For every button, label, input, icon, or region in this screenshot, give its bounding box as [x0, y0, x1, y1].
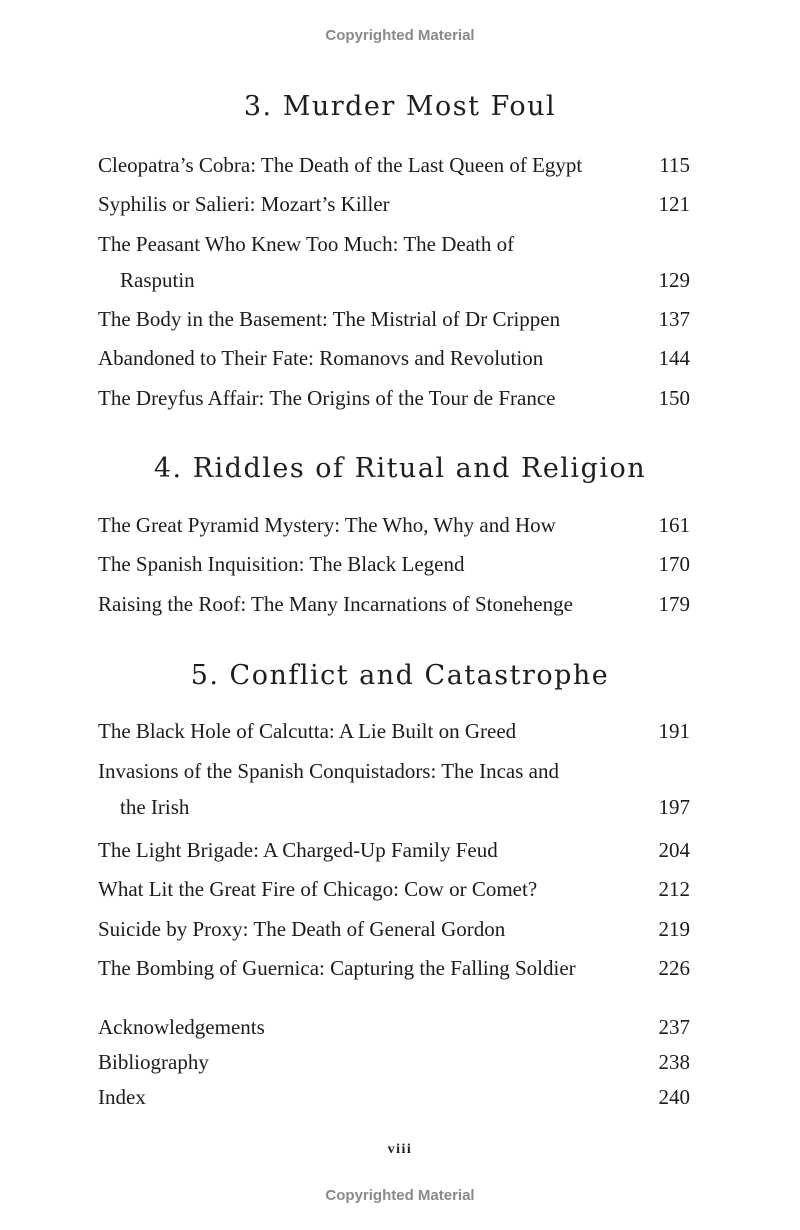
toc-entry — [98, 301, 690, 337]
toc-entry — [98, 586, 690, 622]
entry-title: The Bombing of Guernica: Capturing the Falling Soldier — [98, 956, 576, 980]
toc-entry — [98, 546, 690, 582]
page-number: 204 — [658, 838, 690, 862]
copyright-watermark-top: Copyrighted Material — [325, 27, 475, 44]
section-heading-5: 5. Conflict and Catastrophe — [190, 660, 610, 691]
page-number: 212 — [658, 877, 690, 901]
entry-title: Acknowledgements — [98, 1015, 265, 1039]
page-number: 219 — [658, 917, 690, 941]
back-matter-acknowledgements — [98, 1009, 690, 1045]
back-matter-index — [98, 1079, 690, 1115]
toc-entry — [98, 713, 690, 749]
page-number: 137 — [658, 307, 690, 331]
page-number: 191 — [658, 719, 690, 743]
page-number: 240 — [658, 1085, 690, 1109]
entry-title: Abandoned to Their Fate: Romanovs and Revolution — [98, 346, 544, 370]
toc-entry — [98, 911, 690, 947]
toc-entry — [98, 871, 690, 907]
entry-title: The Dreyfus Affair: The Origins of the Tour de France — [98, 386, 556, 410]
page-number: 161 — [658, 513, 690, 537]
entry-title: The Spanish Inquisition: The Black Legend — [98, 552, 465, 576]
toc-entry — [98, 147, 690, 183]
entry-title: The Black Hole of Calcutta: A Lie Built on Greed — [98, 719, 517, 743]
entry-title-continued: Rasputin — [120, 268, 195, 292]
entry-title: Cleopatra’s Cobra: The Death of the Last Queen of Egypt — [98, 153, 583, 177]
toc-entry — [98, 832, 690, 868]
page-number: 144 — [658, 346, 690, 370]
toc-entry — [98, 380, 690, 416]
page-number: 179 — [658, 592, 690, 616]
entry-title: Bibliography — [98, 1050, 209, 1074]
toc-entry — [98, 507, 690, 543]
entry-title: What Lit the Great Fire of Chicago: Cow or Comet? — [98, 877, 538, 901]
toc-entry — [98, 226, 690, 298]
entry-title: The Body in the Basement: The Mistrial of Dr Crippen — [98, 307, 561, 331]
entry-title: Invasions of the Spanish Conquistadors: The Incas and — [98, 759, 559, 783]
page-number: 197 — [658, 795, 690, 819]
entry-title: Syphilis or Salieri: Mozart’s Killer — [98, 192, 390, 216]
copyright-watermark-bottom: Copyrighted Material — [325, 1187, 475, 1204]
entry-title: The Peasant Who Knew Too Much: The Death of — [98, 232, 515, 256]
page-number: 170 — [658, 552, 690, 576]
back-matter-bibliography — [98, 1044, 690, 1080]
toc-entry — [98, 753, 690, 825]
page-folio: viii — [387, 1142, 413, 1157]
section-heading-3: 3. Murder Most Foul — [243, 91, 557, 122]
toc-entry — [98, 950, 690, 986]
entry-title-continued: the Irish — [120, 795, 190, 819]
section-heading-4: 4. Riddles of Ritual and Religion — [153, 453, 647, 484]
page-number: 129 — [658, 268, 690, 292]
entry-title: The Great Pyramid Mystery: The Who, Why and How — [98, 513, 556, 537]
page-number: 226 — [658, 956, 690, 980]
entry-title: Suicide by Proxy: The Death of General Gordon — [98, 917, 506, 941]
page-number: 238 — [658, 1050, 690, 1074]
entry-title: The Light Brigade: A Charged-Up Family Feud — [98, 838, 498, 862]
toc-entry — [98, 340, 690, 376]
page-number: 150 — [658, 386, 690, 410]
page-number: 121 — [658, 192, 690, 216]
page-number: 115 — [659, 153, 690, 177]
toc-entry — [98, 186, 690, 222]
entry-title: Raising the Roof: The Many Incarnations of Stonehenge — [98, 592, 573, 616]
page-number: 237 — [658, 1015, 690, 1039]
entry-title: Index — [98, 1085, 146, 1109]
